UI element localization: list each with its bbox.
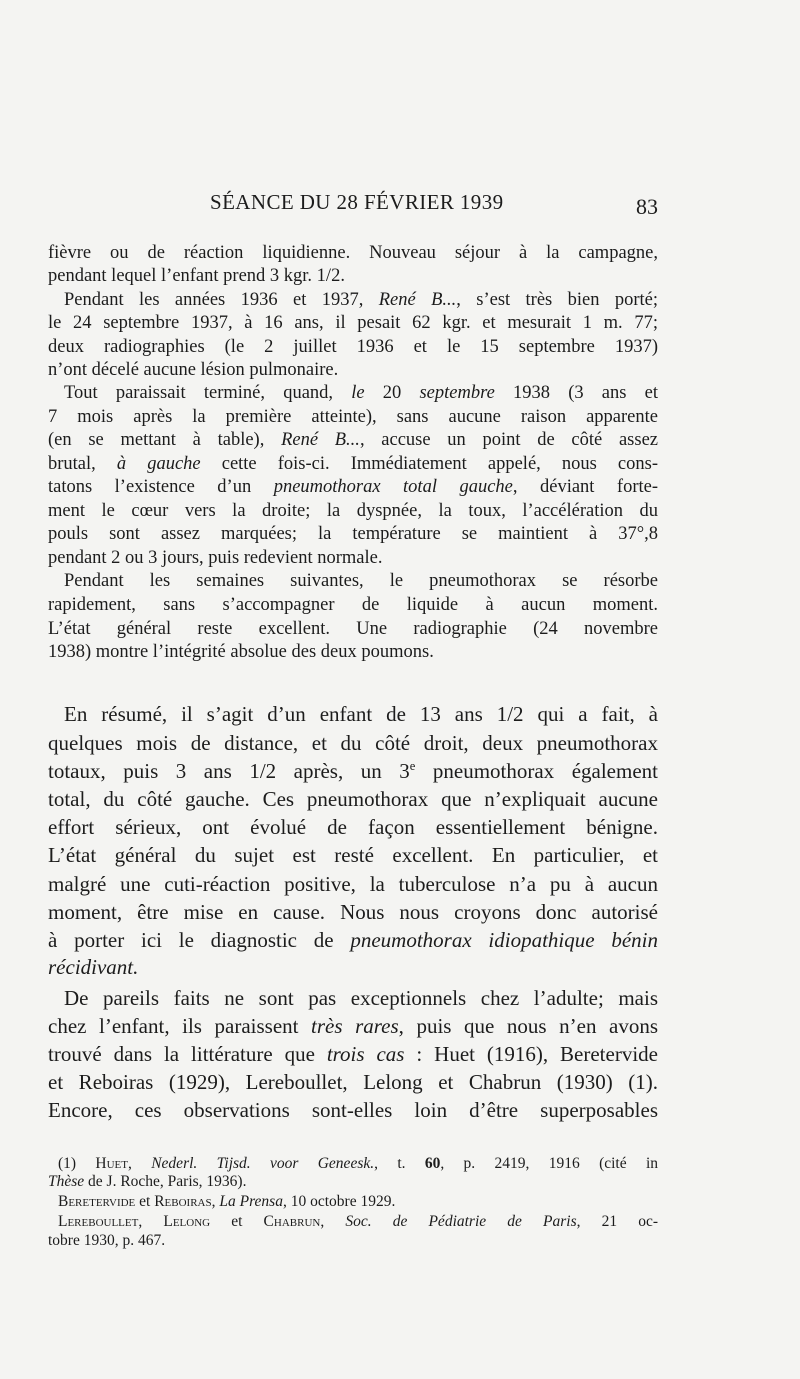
footnote-2 (48, 1192, 658, 1212)
text-span: , s’est très bien porté; (456, 290, 658, 310)
text-span: totaux, puis 3 ans 1/2 après, un 3 (48, 759, 410, 783)
text-span: pneumothorax également (415, 759, 658, 783)
running-header (48, 190, 658, 220)
text-span: , déviant forte- (512, 477, 658, 497)
text-span: 20 (364, 383, 420, 403)
text-line: Pendant les semaines suivantes, le pneumothorax se résorbe (64, 571, 658, 591)
text-line: En résumé, il s’agit d’un enfant de 13 ans 1/2 qui a fait, à (64, 702, 658, 726)
text-span: , puis que nous n’en avons (398, 1014, 659, 1038)
text-span: , (320, 1213, 346, 1230)
text-span: brutal, (48, 454, 117, 474)
author: Reboiras (154, 1193, 212, 1210)
volume: 60 (424, 1155, 441, 1172)
text-line: moment, être mise en cause. Nous nous croyons donc autorisé (48, 900, 658, 924)
italic-span: septembre (419, 383, 495, 403)
journal-title: Soc. de Pédiatrie de Paris (345, 1213, 577, 1230)
text-line: fièvre ou de réaction liquidienne. Nouveau séjour à la campagne, (48, 243, 658, 263)
text-line: malgré une cuti-réaction positive, la tuberculose n’a pu à aucun (48, 872, 658, 896)
text-line (48, 926, 658, 954)
text-span: , 21 oc- (576, 1213, 659, 1230)
text-line: L’état général reste excellent. Une radiographie (24 novembre (48, 619, 658, 639)
author: Lelong (163, 1213, 211, 1230)
text-line: pendant lequel l’enfant prend 3 kgr. 1/2. (48, 266, 345, 286)
text-line: 7 mois après la première atteinte), sans aucune raison apparente (48, 407, 658, 427)
author: Lereboullet (58, 1213, 139, 1230)
italic-span: le (351, 383, 365, 403)
text-line (48, 381, 658, 405)
journal-title: La Prensa (219, 1193, 283, 1210)
italic-span: Thèse (48, 1173, 85, 1190)
text-line: 1938) montre l’intégrité absolue des deux poumons. (48, 642, 434, 662)
text-line (48, 757, 658, 785)
text-line: L’état général du sujet est resté excellent. En particulier, et (48, 843, 658, 867)
italic-span: René B... (378, 290, 457, 310)
text-span: , (138, 1213, 164, 1230)
text-span: : Huet (1916), Beretervide (404, 1042, 658, 1066)
author: Huet (95, 1155, 128, 1172)
text-span: , p. 2419, 1916 (cité in (440, 1155, 658, 1172)
text-span: et (210, 1213, 264, 1230)
text-span: 1938 (3 ans et (494, 383, 658, 403)
text-span: , 10 octobre 1929. (282, 1193, 396, 1210)
text-span: et (135, 1193, 155, 1210)
text-line: le 24 septembre 1937, à 16 ans, il pesait 62 kgr. et mesurait 1 m. 77; (48, 313, 658, 333)
text-span: (en se mettant à table), (48, 430, 282, 450)
italic-span: très rares (311, 1014, 399, 1038)
footnote-3 (48, 1212, 658, 1232)
author: Chabrun (263, 1213, 321, 1230)
footnote-mark: (1) (58, 1155, 96, 1172)
italic-span: pneumothorax total gauche (273, 477, 513, 497)
footnote-3-cont: tobre 1930, p. 467. (48, 1232, 166, 1249)
text-span: trouvé dans la littérature que (48, 1042, 327, 1066)
text-line: deux radiographies (le 2 juillet 1936 et le 15 septembre 1937) (48, 337, 658, 357)
text-span: à porter ici le diagnostic de (48, 928, 351, 952)
text-span: , accuse un point de côté assez (359, 430, 658, 450)
text-line: Encore, ces observations sont-elles loin d’être superposables (48, 1098, 658, 1122)
text-span: cette fois-ci. Immédiatement appelé, nous cons- (200, 454, 658, 474)
text-line: effort sérieux, ont évolué de façon essentiellement bénigne. (48, 815, 658, 839)
page-number: 83 (636, 194, 658, 219)
text-span: , t. (374, 1155, 425, 1172)
italic-span: trois cas (326, 1042, 405, 1066)
text-line: quelques mois de distance, et du côté droit, deux pneumothorax (48, 731, 658, 755)
text-line: De pareils faits ne sont pas exceptionnels chez l’adulte; mais (64, 986, 658, 1010)
text-line: n’ont décelé aucune lésion pulmonaire. (48, 360, 339, 380)
italic-span: à gauche (116, 454, 201, 474)
text-span: de J. Roche, Paris, 1936). (84, 1173, 247, 1190)
text-line (48, 475, 658, 499)
running-title: SÉANCE DU 28 FÉVRIER 1939 (210, 190, 504, 214)
text-line (48, 1040, 658, 1068)
italic-span: René B... (281, 430, 360, 450)
text-line (48, 428, 658, 452)
author: Beretervide (58, 1193, 136, 1210)
journal-title: Nederl. Tijsd. voor Geneesk. (151, 1155, 375, 1172)
text-span: , (128, 1155, 152, 1172)
text-line: pouls sont assez marquées; la température se maintient à 37°,8 (48, 524, 658, 544)
text-span: Pendant les années 1936 et 1937, (64, 290, 379, 310)
italic-span: pneumothorax idiopathique bénin (350, 928, 658, 952)
text-line: et Reboiras (1929), Lereboullet, Lelong et Chabrun (1930) (1). (48, 1070, 658, 1094)
text-line (48, 1012, 658, 1040)
text-span: Tout paraissait terminé, quand, (64, 383, 352, 403)
footnote-1 (48, 1154, 658, 1174)
text-line: total, du côté gauche. Ces pneumothorax que n’expliquait aucune (48, 787, 658, 811)
superscript: e (409, 759, 416, 773)
text-line (48, 288, 658, 312)
italic-span: récidivant. (48, 955, 139, 979)
text-line: rapidement, sans s’accompagner de liquide à aucun moment. (48, 595, 658, 615)
text-span: , (211, 1193, 220, 1210)
text-span: chez l’enfant, ils paraissent (48, 1014, 312, 1038)
footnote-1-cont (48, 1172, 658, 1192)
text-span: tatons l’existence d’un (48, 477, 274, 497)
text-line: pendant 2 ou 3 jours, puis redevient normale. (48, 548, 383, 568)
text-line (48, 452, 658, 476)
text-line: ment le cœur vers la droite; la dyspnée, la toux, l’accélération du (48, 501, 658, 521)
text-line (48, 953, 658, 981)
